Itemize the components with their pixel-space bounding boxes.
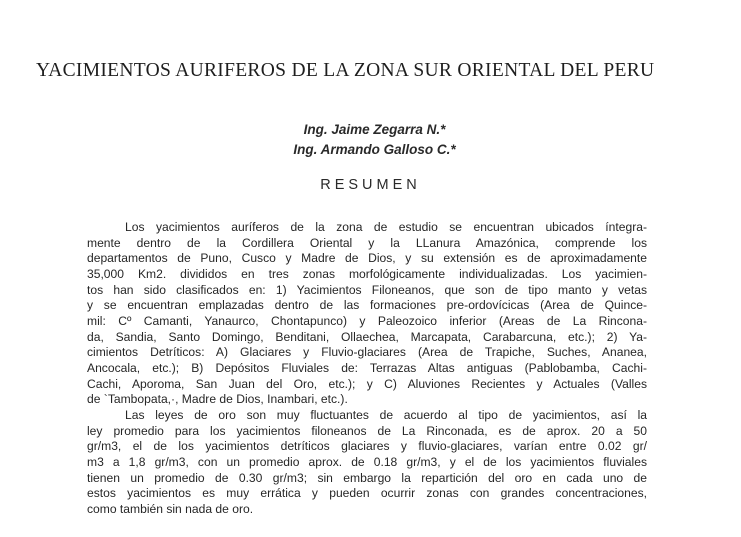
text-line: y se encuentran emplazadas dentro de las formaciones pre-ordovícicas (Area de Quince- <box>87 298 647 313</box>
text-line: cimientos Detríticos: A) Glaciares y Fluvio-glaciares (Area de Trapiche, Suches, Ananea, <box>87 345 647 360</box>
text-line: 35,000 Km2. divididos en tres zonas morfológicamente individualizadas. Los yacimien- <box>87 267 647 282</box>
abstract-paragraph-1 <box>87 220 647 408</box>
text-line: estos yacimientos es muy errática y pueden ocurrir zonas con grandes concentraciones, <box>87 486 647 501</box>
text-line: gr/m3, el de los yacimientos detríticos glaciares y fluvio-glaciares, varían entre 0.02 gr/ <box>87 439 647 454</box>
author-name: Ing. Jaime Zegarra N.* <box>303 122 446 137</box>
text-line: mente dentro de la Cordillera Oriental y la LLanura Amazónica, comprende los <box>87 235 647 250</box>
abstract-heading: RESUMEN <box>320 177 421 193</box>
text-line: m3 a 1,8 gr/m3, con un promedio aprox. de 0.18 gr/m3, y el de los yacimientos fluviales <box>87 455 647 470</box>
abstract-paragraph-2 <box>87 408 647 518</box>
text-line: tos han sido clasificados en: 1) Yacimientos Filoneanos, que son de tipo manto y vetas <box>87 282 647 297</box>
text-line: Ancocala, etc.); B) Depósitos Fluviales de: Terrazas Altas antiguas (Pablobamba, Cachi- <box>87 361 647 376</box>
text-line: tienen un promedio de 0.30 gr/m3; sin embargo la repartición del oro en cada uno de <box>87 470 647 485</box>
text-line: Cachi, Aporoma, San Juan del Oro, etc.); y C) Aluviones Recientes y Actuales (Valles <box>87 376 647 391</box>
text-line: da, Sandia, Santo Domingo, Benditani, Ollaechea, Marcapata, Carabarcuna, etc.); 2) Ya- <box>87 329 647 344</box>
text-line: Las leyes de oro son muy fluctuantes de acuerdo al tipo de yacimientos, así la <box>125 408 647 423</box>
abstract-body <box>87 220 647 518</box>
paper-title: YACIMIENTOS AURIFEROS DE LA ZONA SUR ORIENTAL DEL PERU <box>36 60 655 81</box>
text-line: ley promedio para los yacimientos filoneanos de La Rinconada, es de aprox. 20 a 50 <box>87 423 647 438</box>
text-line: de `Tambopata,·, Madre de Dios, Inambari, etc.). <box>87 392 348 407</box>
text-line: mil: Cº Camanti, Yanaurco, Chontapunco) y Paleozoico inferior (Areas de La Rincona- <box>87 314 647 329</box>
text-line: departamentos de Puno, Cusco y Madre de Dios, y su extensión es de aproximadamente <box>87 251 647 266</box>
text-line: como también sin nada de oro. <box>87 502 254 517</box>
author-block <box>0 120 741 160</box>
text-line: Los yacimientos auríferos de la zona de estudio se encuentran ubicados íntegra- <box>125 220 647 234</box>
author-name: Ing. Armando Galloso C.* <box>293 142 456 157</box>
